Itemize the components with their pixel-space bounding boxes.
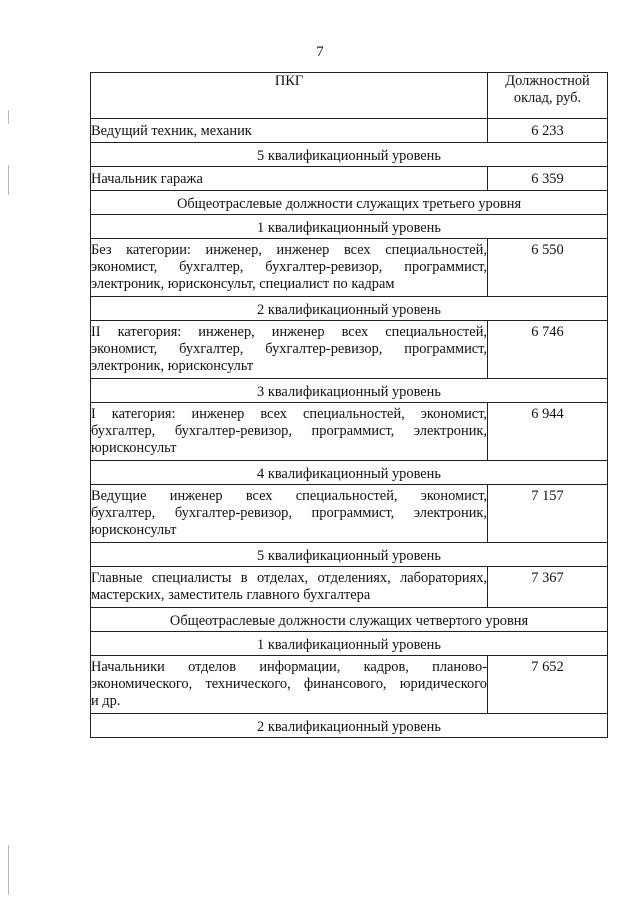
section-row	[91, 215, 608, 239]
section-row	[91, 297, 608, 321]
salary-cell: 7 367	[488, 567, 608, 608]
table-row	[91, 403, 608, 461]
section-title: 1 квалификационный уровень	[91, 632, 608, 656]
position-line: и др.	[91, 693, 121, 709]
header-salary-line-1: Должностной	[505, 73, 590, 89]
position-line: Ведущий техник, механик	[91, 123, 252, 139]
position-line: электроник, юрисконсульт, специалист по кадрам	[91, 276, 395, 292]
table-row	[91, 167, 608, 191]
section-title: 2 квалификационный уровень	[91, 297, 608, 321]
position-cell	[91, 567, 488, 608]
salary-cell: 6 550	[488, 239, 608, 297]
table-row	[91, 567, 608, 608]
section-row	[91, 608, 608, 632]
section-title: 5 квалификационный уровень	[91, 143, 608, 167]
table-header-row	[91, 73, 608, 119]
section-title: Общеотраслевые должности служащих четвертого уровня	[91, 608, 608, 632]
table-row	[91, 119, 608, 143]
table-body	[91, 119, 608, 738]
section-title: 2 квалификационный уровень	[91, 714, 608, 738]
section-row	[91, 143, 608, 167]
salary-cell: 6 746	[488, 321, 608, 379]
section-title: 1 квалификационный уровень	[91, 215, 608, 239]
position-line: юрисконсульт	[91, 440, 177, 456]
section-title: 4 квалификационный уровень	[91, 461, 608, 485]
salary-cell: 7 652	[488, 656, 608, 714]
position-line: Начальники отделов информации, кадров, планово-	[91, 659, 487, 675]
header-salary	[488, 73, 608, 119]
position-cell	[91, 239, 488, 297]
position-line: Начальник гаража	[91, 171, 203, 187]
table-row	[91, 321, 608, 379]
position-line: Главные специалисты в отделах, отделениях, лабораториях,	[91, 570, 487, 586]
position-line: Ведущие инженер всех специальностей, экономист,	[91, 488, 487, 504]
table-row	[91, 656, 608, 714]
section-row	[91, 191, 608, 215]
position-cell	[91, 656, 488, 714]
section-row	[91, 714, 608, 738]
salary-cell: 6 944	[488, 403, 608, 461]
position-line: Без категории: инженер, инженер всех специальностей,	[91, 242, 487, 258]
position-cell	[91, 321, 488, 379]
header-salary-line-2: оклад, руб.	[513, 90, 582, 106]
section-row	[91, 461, 608, 485]
table-row	[91, 485, 608, 543]
position-line: I категория: инженер всех специальностей, экономист,	[91, 406, 487, 422]
salary-table	[90, 72, 608, 738]
scan-artifact-line	[8, 845, 9, 895]
position-line: бухгалтер, бухгалтер-ревизор, программист, электроник,	[91, 505, 487, 521]
scan-artifact-line	[8, 110, 9, 124]
position-cell	[91, 403, 488, 461]
position-line: электроник, юрисконсульт	[91, 358, 254, 374]
scan-artifact-line	[8, 165, 9, 195]
salary-cell: 6 359	[488, 167, 608, 191]
section-title: 3 квалификационный уровень	[91, 379, 608, 403]
header-pkg: ПКГ	[91, 73, 488, 119]
section-title: 5 квалификационный уровень	[91, 543, 608, 567]
salary-cell: 7 157	[488, 485, 608, 543]
position-line: II категория: инженер, инженер всех специальностей,	[91, 324, 487, 340]
section-title: Общеотраслевые должности служащих третьего уровня	[91, 191, 608, 215]
section-row	[91, 543, 608, 567]
section-row	[91, 632, 608, 656]
position-line: юрисконсульт	[91, 522, 177, 538]
position-line: бухгалтер, бухгалтер-ревизор, программист, электроник,	[91, 423, 487, 439]
position-cell	[91, 167, 488, 191]
section-row	[91, 379, 608, 403]
position-cell	[91, 119, 488, 143]
table-row	[91, 239, 608, 297]
position-line: мастерских, заместитель главного бухгалтера	[91, 587, 371, 603]
position-cell	[91, 485, 488, 543]
salary-cell: 6 233	[488, 119, 608, 143]
position-line: экономист, бухгалтер, бухгалтер-ревизор, программист,	[91, 259, 487, 275]
position-line: экономист, бухгалтер, бухгалтер-ревизор, программист,	[91, 341, 487, 357]
position-line: экономического, технического, финансового, юридического	[91, 676, 487, 692]
page-number: 7	[316, 44, 324, 60]
